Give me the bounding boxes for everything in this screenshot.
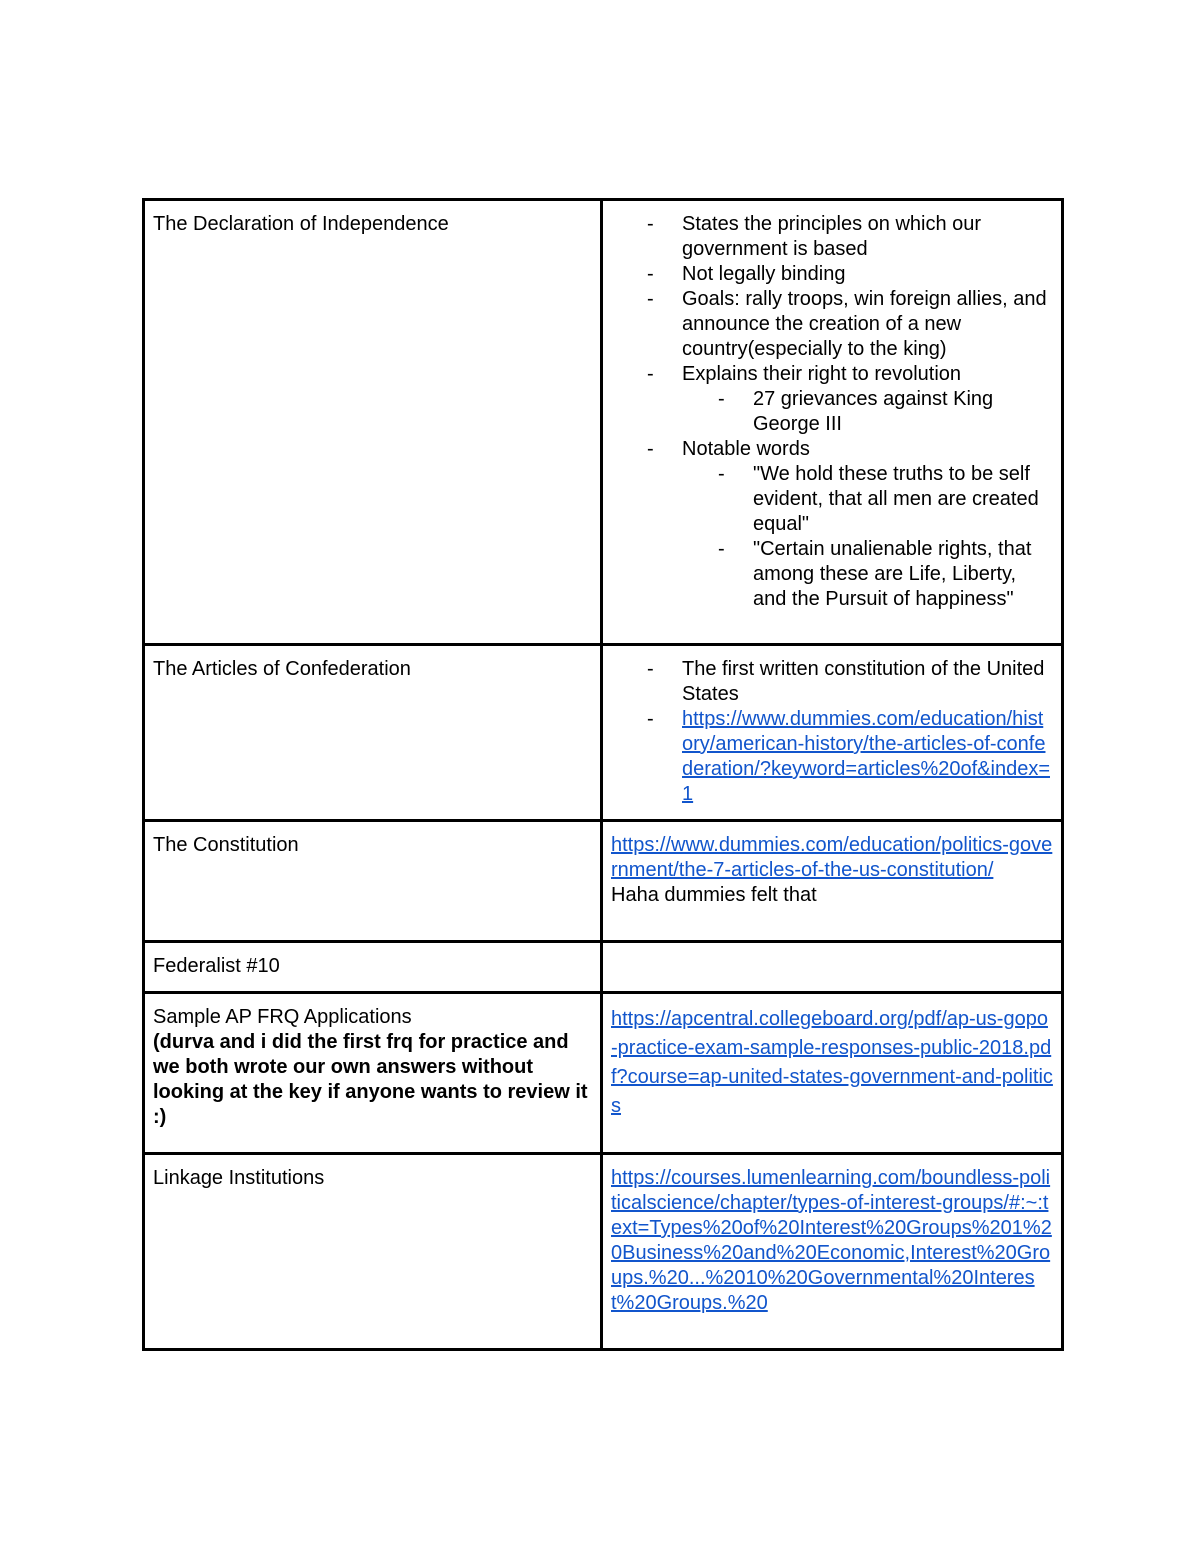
notes-cell (602, 645, 1063, 821)
bullet-dash: - (647, 438, 654, 460)
topic-declaration: The Declaration of Independence (153, 213, 449, 235)
frq-link[interactable]: https://apcentral.collegeboard.org/pdf/ap-us-gopo-practice-exam-sample-responses-public-2018.pdf?course=ap-united-states-government-and-politics (611, 1008, 1053, 1117)
notes-cell-empty (602, 942, 1063, 993)
bullet-dash: - (718, 388, 725, 410)
topic-cell (144, 993, 602, 1154)
table-row (144, 942, 1063, 993)
bullet-dash: - (718, 538, 725, 560)
list-item: - Notable words (647, 438, 810, 460)
bullet-dash: - (647, 658, 654, 680)
notes-table (142, 198, 1064, 1351)
bullet-dash: - (647, 708, 654, 730)
topic-cell (144, 821, 602, 942)
table-row (144, 1154, 1063, 1350)
bullet-dash: - (718, 463, 725, 485)
list-item: - The first written constitution of the United States (647, 658, 1045, 705)
topic-federalist: Federalist #10 (153, 955, 280, 977)
table-row (144, 821, 1063, 942)
bullet-dash: - (647, 288, 654, 310)
topic-cell (144, 1154, 602, 1350)
constitution-note: Haha dummies felt that (611, 884, 817, 906)
constitution-link[interactable]: https://www.dummies.com/education/politics-government/the-7-articles-of-the-us-constitution/ (611, 834, 1053, 881)
topic-cell (144, 200, 602, 645)
topic-cell (144, 942, 602, 993)
topic-articles: The Articles of Confederation (153, 658, 411, 680)
linkage-link[interactable]: https://courses.lumenlearning.com/boundless-politicalscience/chapter/types-of-interest-groups/#:~:text=Types%20of%20Interest%20Groups%201%20Business%20and%20Economic,Interest%20Groups.%20...%2010%20Governmental%20Interest%20Groups.%20 (611, 1167, 1052, 1314)
table-row (144, 200, 1063, 645)
bullet-dash: - (647, 213, 654, 235)
table-row (144, 993, 1063, 1154)
frq-note: (durva and i did the first frq for practice and we both wrote our own answers without looking at the key if anyone wants to review it :) (153, 1031, 588, 1128)
topic-linkage: Linkage Institutions (153, 1167, 325, 1189)
list-item (611, 707, 1053, 807)
table-row (144, 645, 1063, 821)
sub-list-item: - "We hold these truths to be self evident, that all men are created equal" (718, 463, 1039, 535)
notes-cell (602, 993, 1063, 1154)
list-item: - States the principles on which our government is based (647, 213, 982, 260)
sub-list-item: - "Certain unalienable rights, that among these are Life, Liberty, and the Pursuit of happiness" (718, 538, 1032, 610)
bullet-dash: - (647, 363, 654, 385)
notes-cell (602, 821, 1063, 942)
notes-cell (602, 1154, 1063, 1350)
notes-cell (602, 200, 1063, 645)
topic-frq: Sample AP FRQ Applications (153, 1006, 412, 1028)
sub-list-item: - 27 grievances against King George III (718, 388, 994, 435)
topic-constitution: The Constitution (153, 834, 299, 856)
bullet-dash: - (647, 263, 654, 285)
list-item: - Explains their right to revolution (647, 363, 962, 385)
articles-link[interactable]: https://www.dummies.com/education/history/american-history/the-articles-of-confederation/?keyword=articles%20of&index=1 (682, 708, 1050, 805)
list-item: - Goals: rally troops, win foreign allies, and announce the creation of a new country(especially to the king) (647, 288, 1047, 360)
list-item: - Not legally binding (647, 263, 846, 285)
topic-cell (144, 645, 602, 821)
